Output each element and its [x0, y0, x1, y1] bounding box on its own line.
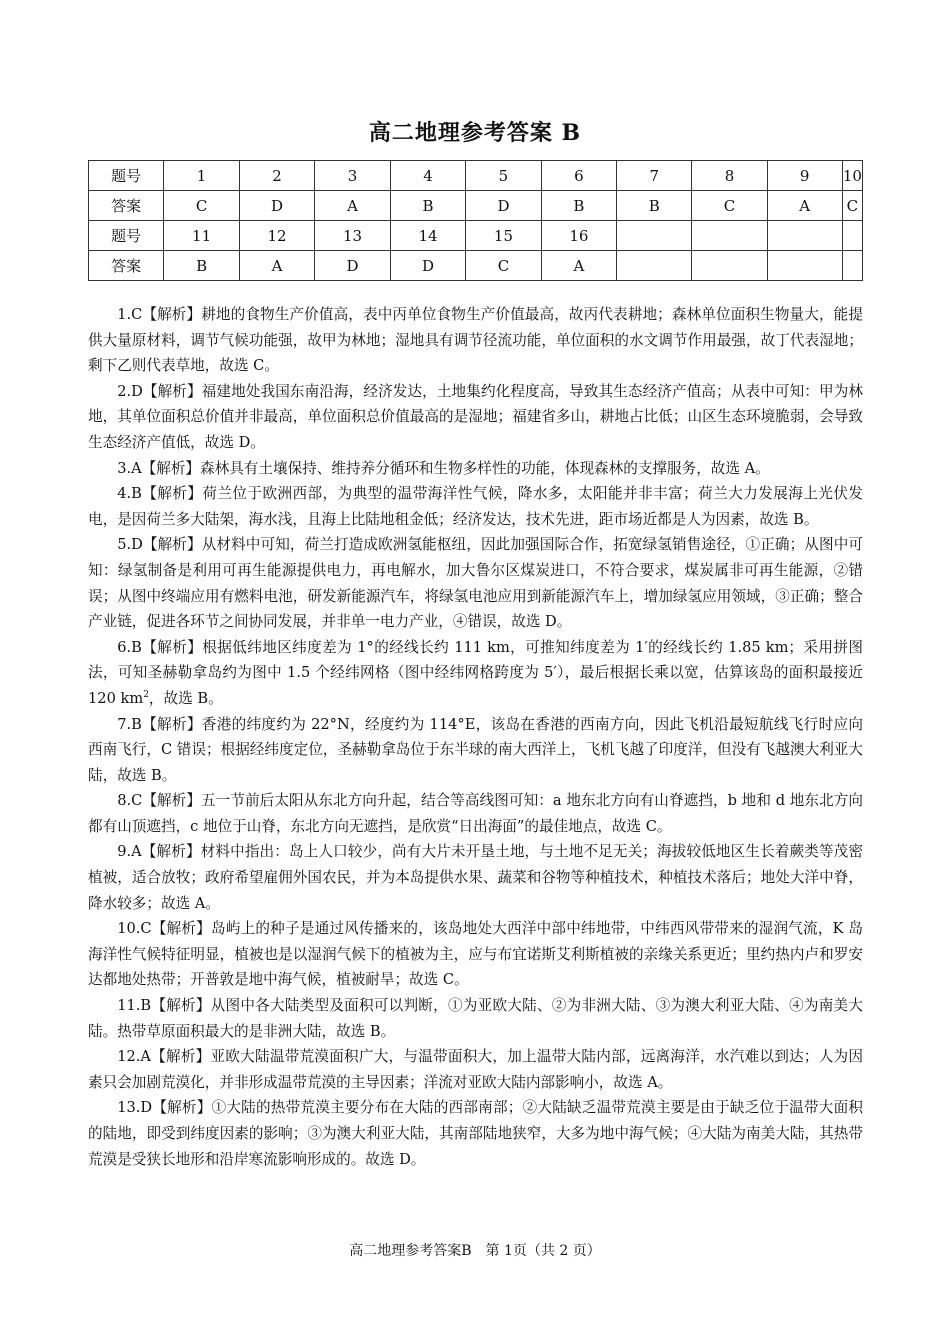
- answer-table: [88, 160, 863, 281]
- table-cell: [617, 251, 692, 281]
- table-cell: C: [466, 251, 541, 281]
- table-row: [89, 191, 863, 221]
- page-title: 高二地理参考答案 B: [368, 120, 582, 146]
- table-cell: C: [842, 191, 862, 221]
- table-cell: [692, 251, 767, 281]
- explanation-3: 3.A【解析】森林具有土壤保持、维持养分循环和生物多样性的功能，体现森林的支撑服务，故选 A。: [117, 459, 770, 477]
- table-cell: 7: [617, 161, 692, 191]
- table-cell: 13: [315, 221, 390, 251]
- table-cell: 12: [239, 221, 314, 251]
- table-cell: 10: [842, 161, 862, 191]
- row-header: 答案: [89, 251, 164, 281]
- table-cell: B: [390, 191, 465, 221]
- explanation-11: 11.B【解析】从图中各大陆类型及面积可以判断，①为亚欧大陆、②为非洲大陆、③为澳大利亚大陆、④为南美大陆。热带草原面积最大的是非洲大陆，故选 B。: [88, 997, 863, 1040]
- table-cell: 6: [541, 161, 616, 191]
- table-cell: D: [390, 251, 465, 281]
- explanation-4: 4.B【解析】荷兰位于欧洲西部，为典型的温带海洋性气候，降水多，太阳能并非丰富；荷兰大力发展海上光伏发电，是因荷兰多大陆架，海水浅，且海上比陆地租金低；经济发达，技术先进，距市场近都是人为因素，故选 B。: [88, 485, 863, 528]
- page-footer: 高二地理参考答案B 第 1页（共 2 页）: [349, 1243, 601, 1259]
- explanation-2: 2.D【解析】福建地处我国东南沿海，经济发达，土地集约化程度高，导致其生态经济产值高；从表中可知：甲为林地，其单位面积总价值并非最高，单位面积总价值最高的是湿地；福建省多山，耕地占比低；山区生态环境脆弱，会导致生态经济产值低，故选 D。: [88, 382, 863, 451]
- explanation-10: 10.C【解析】岛屿上的种子是通过风传播来的，该岛地处大西洋中部中纬地带，中纬西风带带来的湿润气流，K 岛海洋性气候特征明显，植被也是以湿润气候下的植被为主，应与布宜诺斯艾利斯植被的亲缘关系更近；里约热内卢和罗安达都地处热带；开普敦是地中海气候，植被耐旱；故选 C。: [88, 920, 863, 989]
- table-cell: C: [692, 191, 767, 221]
- table-row: [89, 161, 863, 191]
- explanation-6-text: 6.B【解析】根据低纬地区纬度差为 1°的经线长约 111 km，可推知纬度差为 1′的经线长约 1.85 km；采用拼图法，可知圣赫勒拿岛约为图中 1.5 个经纬网格（图中经纬网格跨度为 5′），最后根据长乘以宽，估算该岛的面积最接近 120 km: [88, 638, 863, 707]
- explanation-1: 1.C【解析】耕地的食物生产价值高，表中丙单位食物生产价值最高，故丙代表耕地；森林单位面积生物量大，能提供大量原材料，调节气候功能强，故甲为林地；湿地具有调节径流功能，单位面积的水文调节作用最强，故丁代表湿地；剩下乙则代表草地，故选 C。: [88, 306, 863, 375]
- explanation-6: [88, 635, 863, 712]
- table-row: [89, 221, 863, 251]
- table-cell: [842, 251, 862, 281]
- explanation-7: 7.B【解析】香港的纬度约为 22°N，经度约为 114°E，该岛在香港的西南方向，因此飞机沿最短航线飞行时应向西南飞行，C 错误；根据经纬度定位，圣赫勒拿岛位于东半球的南大西洋上，飞机飞越了印度洋，但没有飞越澳大利亚大陆，故选 B。: [88, 715, 863, 784]
- table-cell: A: [767, 191, 842, 221]
- explanation-5: 5.D【解析】从材料中可知，荷兰打造成欧洲氢能枢纽，因此加强国际合作，拓宽绿氢销售途径，①正确；从图中可知：绿氢制备是利用可再生能源提供电力，再电解水，加大鲁尔区煤炭进口，不符合要求，煤炭属非可再生能源，②错误；从图中终端应用有燃料电池，研发新能源汽车，将绿氢电池应用到新能源汽车上，增加绿氢应用领域，③正确；整合产业链，促进各环节之间协同发展，并非单一电力产业，④错误，故选 D。: [88, 536, 863, 631]
- explanation-8: 8.C【解析】五一节前后太阳从东北方向升起，结合等高线图可知：a 地东北方向有山脊遮挡，b 地和 d 地东北方向都有山顶遮挡，c 地位于山脊，东北方向无遮挡，是欣赏“日出海面”的最佳地点，故选 C。: [88, 792, 863, 835]
- table-cell: [617, 221, 692, 251]
- table-cell: B: [541, 191, 616, 221]
- table-cell: [767, 251, 842, 281]
- table-cell: 11: [164, 221, 239, 251]
- table-cell: 15: [466, 221, 541, 251]
- table-cell: 16: [541, 221, 616, 251]
- table-cell: 9: [767, 161, 842, 191]
- table-cell: 1: [164, 161, 239, 191]
- table-cell: B: [164, 251, 239, 281]
- superscript: 2: [143, 690, 149, 701]
- table-cell: [842, 221, 862, 251]
- table-cell: 4: [390, 161, 465, 191]
- table-cell: D: [239, 191, 314, 221]
- row-header: 题号: [89, 221, 164, 251]
- table-cell: B: [617, 191, 692, 221]
- explanation-9: 9.A【解析】材料中指出：岛上人口较少，尚有大片未开垦土地，与土地不足无关；海拔较低地区生长着蕨类等茂密植被，适合放牧；政府希望雇佣外国农民，并为本岛提供水果、蔬菜和谷物等种植技术，种植技术落后；地处大洋中脊，降水较多；故选 A。: [88, 843, 863, 912]
- table-cell: A: [315, 191, 390, 221]
- table-cell: 3: [315, 161, 390, 191]
- explanation-12: 12.A【解析】亚欧大陆温带荒漠面积广大，与温带面积大，加上温带大陆内部，远离海洋，水汽难以到达；人为因素只会加剧荒漠化，并非形成温带荒漠的主导因素；洋流对亚欧大陆内部影响小，故选 A。: [88, 1048, 863, 1091]
- table-cell: C: [164, 191, 239, 221]
- explanation-13: 13.D【解析】①大陆的热带荒漠主要分布在大陆的西部南部；②大陆缺乏温带荒漠主要是由于缺乏位于温带大面积的陆地，即受到纬度因素的影响；③为澳大利亚大陆，其南部陆地狭窄，大多为地中海气候；④大陆为南美大陆，其热带荒漠是受狭长地形和沿岸寒流影响形成的。故选 D。: [88, 1099, 863, 1168]
- table-cell: [692, 221, 767, 251]
- row-header: 题号: [89, 161, 164, 191]
- table-cell: A: [541, 251, 616, 281]
- table-cell: [767, 221, 842, 251]
- table-cell: 8: [692, 161, 767, 191]
- table-cell: A: [239, 251, 314, 281]
- row-header: 答案: [89, 191, 164, 221]
- table-cell: 14: [390, 221, 465, 251]
- explanation-6-tail: ，故选 B。: [148, 689, 223, 707]
- table-cell: D: [315, 251, 390, 281]
- explanations: [88, 302, 863, 1172]
- table-row: [89, 251, 863, 281]
- table-cell: 2: [239, 161, 314, 191]
- table-cell: D: [466, 191, 541, 221]
- table-cell: 5: [466, 161, 541, 191]
